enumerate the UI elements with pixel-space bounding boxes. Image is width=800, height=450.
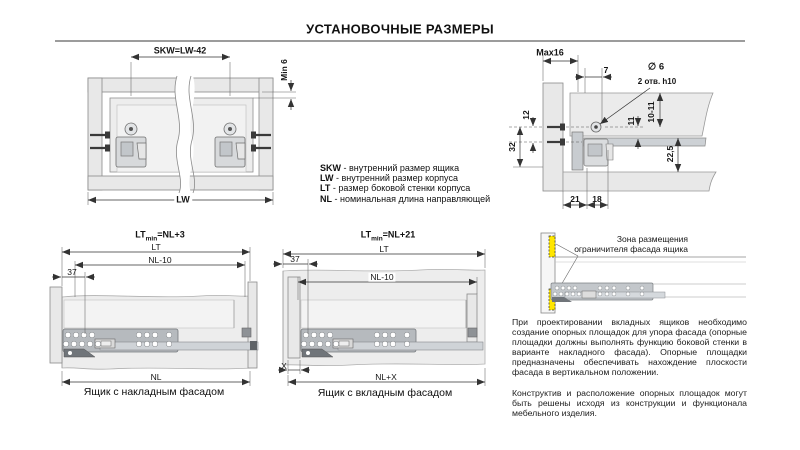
dim-nl10-label: NL-10 bbox=[370, 271, 394, 282]
overlay-formula bbox=[135, 230, 184, 243]
inset-caption: Ящик с вкладным фасадом bbox=[317, 387, 453, 399]
dim-lw-label: LW bbox=[176, 194, 190, 205]
dim-lt-label: LT bbox=[151, 241, 161, 252]
dim-x-label: X bbox=[281, 360, 287, 371]
inset-formula bbox=[361, 230, 415, 243]
dim-37-label: 37 bbox=[67, 266, 77, 277]
dim-nl-label: NL bbox=[150, 371, 162, 382]
formula-pre: LT bbox=[360, 229, 372, 240]
dim-12-label: 12 bbox=[520, 110, 531, 120]
dim-7-label: 7 bbox=[603, 64, 609, 75]
dim-11-label: 11 bbox=[625, 116, 636, 126]
formula-pre: LT bbox=[135, 229, 146, 240]
dim-max16-label: Max16 bbox=[536, 47, 564, 58]
dim-holes-label: 2 отв. h10 bbox=[637, 77, 677, 86]
notes-block bbox=[512, 317, 747, 428]
legend-row-lw bbox=[320, 173, 490, 183]
dim-nlx-label: NL+X bbox=[375, 371, 397, 382]
dim-32-label: 32 bbox=[506, 142, 517, 152]
overlay-caption: Ящик с накладным фасадом bbox=[83, 386, 225, 398]
dim-diameter-label: ∅ 6 bbox=[647, 61, 665, 73]
dim-22-5-label: 22,5 bbox=[664, 145, 675, 163]
formula-post: =NL+3 bbox=[157, 229, 185, 240]
dim-10-11-label: 10-11 bbox=[645, 101, 656, 123]
dim-21-label: 21 bbox=[570, 193, 580, 204]
dim-min6-label: Min 6 bbox=[278, 59, 289, 81]
legend-desc: - внутренний размер ящика bbox=[343, 163, 460, 173]
zone-label-line2: ограничителя фасада ящика bbox=[574, 243, 688, 254]
legend-desc: - номинальная длина направляющей bbox=[334, 193, 491, 204]
legend-row-lt bbox=[320, 183, 490, 193]
dim-nl10-label: NL-10 bbox=[148, 254, 172, 265]
legend-row-nl bbox=[320, 194, 490, 204]
dim-37-label: 37 bbox=[290, 253, 300, 264]
dim-skw-label: SKW=LW-42 bbox=[153, 45, 207, 56]
formula-sub: min bbox=[145, 235, 158, 243]
zone-label-line1: Зона размещения bbox=[616, 233, 688, 244]
dim-lt-label: LT bbox=[379, 243, 389, 254]
notes-paragraph-1: При проектировании вкладных ящиков необходимо создание опорных площадок для упора фасада (опорные площадки должны выполнять функцию боковой стенки в варианте накладного фасада). Опорные площадки предназначены обеспечивать нахождение плоскости фасада в вертикальном положении. bbox=[512, 317, 747, 378]
dim-18-label: 18 bbox=[592, 193, 602, 204]
legend-desc: - размер боковой стенки корпуса bbox=[332, 183, 471, 194]
legend-abbr: NL bbox=[320, 193, 332, 204]
legend bbox=[320, 163, 490, 204]
legend-row-skw bbox=[320, 163, 490, 173]
formula-post: =NL+21 bbox=[382, 229, 416, 240]
legend-desc: - внутренний размер корпуса bbox=[336, 173, 458, 184]
formula-sub: min bbox=[371, 235, 383, 243]
legend-abbr: SKW bbox=[320, 163, 341, 173]
legend-abbr: LW bbox=[320, 173, 334, 184]
notes-paragraph-2: Конструктив и расположение опорных площадок могут быть решены исходя из конструкции и функционала мебельного изделия. bbox=[512, 387, 747, 418]
legend-abbr: LT bbox=[320, 183, 331, 194]
page-title: УСТАНОВОЧНЫЕ РАЗМЕРЫ bbox=[306, 21, 494, 37]
